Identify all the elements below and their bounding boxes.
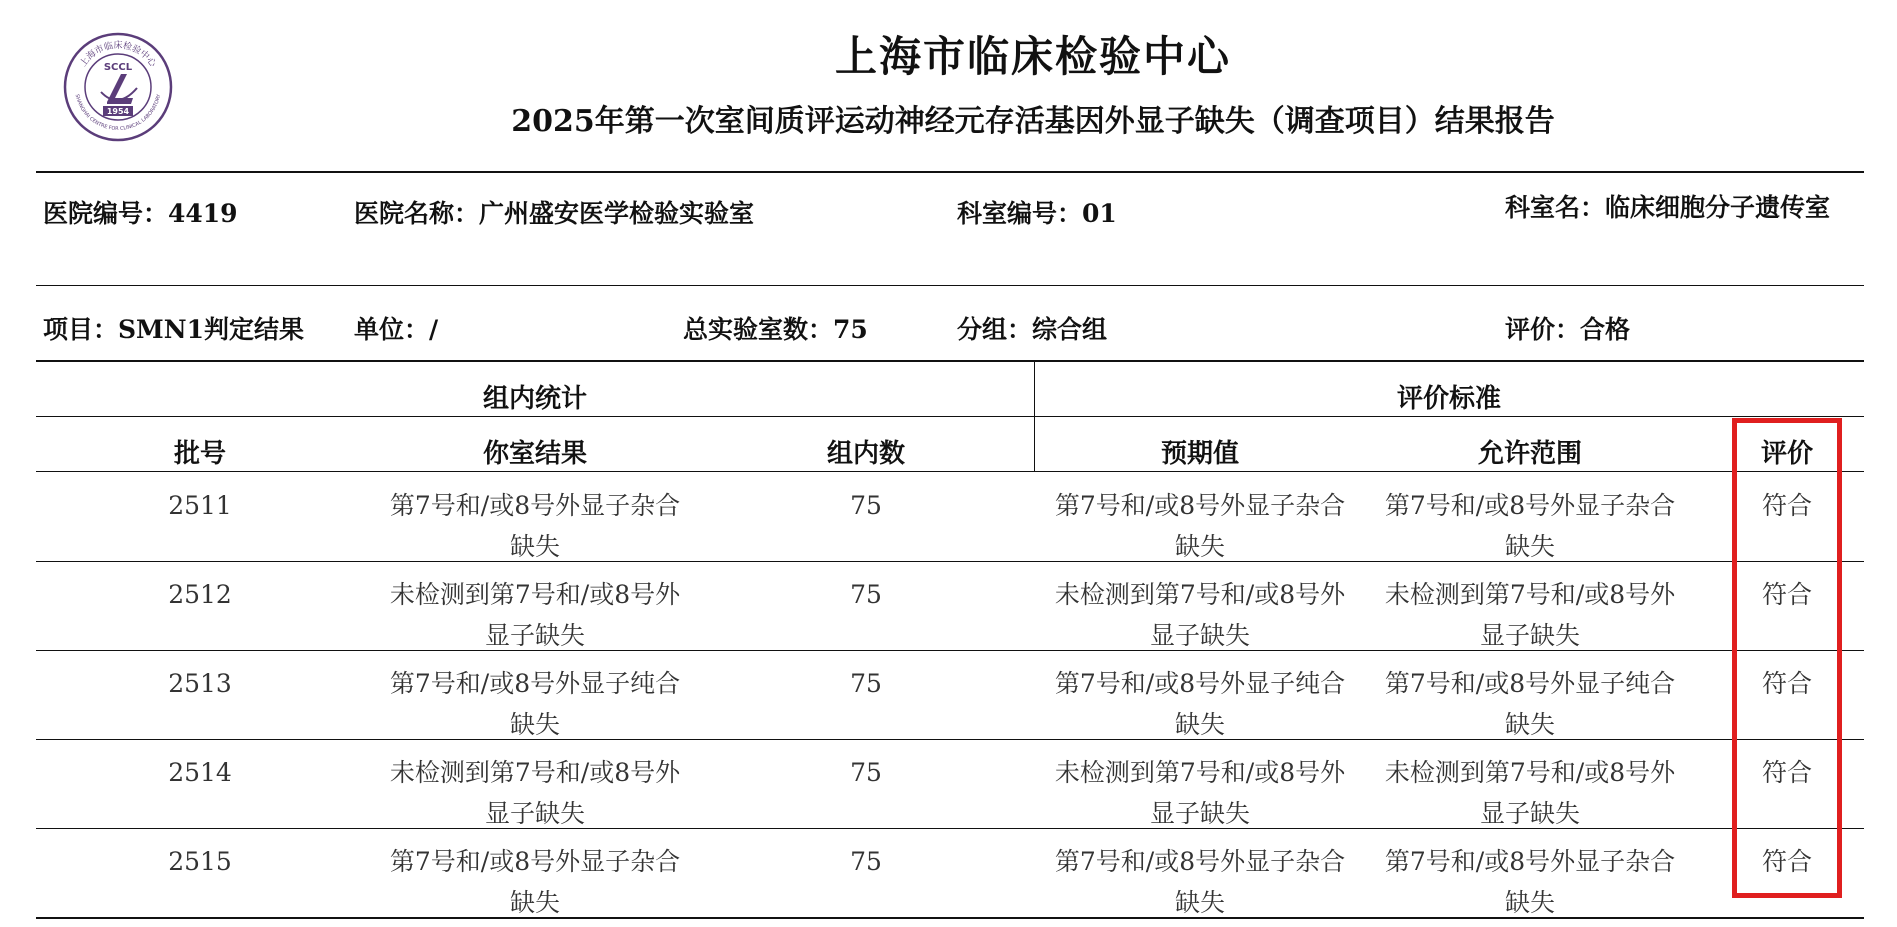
cell-result-line1: 第7号和/或8号外显子纯合 (389, 669, 681, 698)
cell-range-line2: 显子缺失 (1479, 621, 1580, 650)
row-divider (36, 561, 1864, 562)
cell-result-line2: 缺失 (509, 710, 560, 739)
cell-expected-line2: 显子缺失 (1149, 621, 1250, 650)
cell-expected-line1: 未检测到第7号和/或8号外 (1054, 758, 1346, 787)
cell-result-line1: 第7号和/或8号外显子杂合 (389, 847, 681, 876)
cell-result-line2: 显子缺失 (484, 799, 585, 828)
row-divider (36, 650, 1864, 651)
cell-eval: 符合 (1761, 580, 1812, 609)
logo-year: 1954 (106, 107, 130, 116)
cell-result-line2: 缺失 (509, 532, 560, 561)
cell-expected-line2: 显子缺失 (1149, 799, 1250, 828)
rule-bottom (36, 917, 1864, 919)
cell-result-line1: 第7号和/或8号外显子杂合 (389, 491, 681, 520)
logo-top-text: 上海市临床检验中心 (78, 41, 158, 69)
col-your-result: 你室结果 (482, 439, 587, 469)
cell-range-line2: 缺失 (1504, 532, 1555, 561)
overall-evaluation: 评价：合格 (1505, 315, 1631, 344)
report-title: 上海市临床检验中心 (834, 32, 1231, 81)
row-divider (36, 739, 1864, 740)
col-batch: 批号 (173, 439, 226, 469)
cell-batch: 2513 (168, 669, 232, 698)
unit: 单位：/ (354, 315, 439, 344)
logo-bottom-text: SHANGHAI CENTRE FOR CLINICAL LABORATORY (73, 93, 163, 133)
cell-result-line2: 显子缺失 (484, 621, 585, 650)
cell-batch: 2512 (168, 580, 232, 609)
logo-center-text: SCCL (103, 62, 133, 73)
cell-range-line1: 未检测到第7号和/或8号外 (1384, 758, 1676, 787)
rule-info-2 (36, 360, 1864, 362)
col-expected: 预期值 (1160, 439, 1239, 469)
dept-name: 科室名：临床细胞分子遗传室 (1505, 193, 1831, 222)
cell-count: 75 (850, 758, 882, 787)
rule-info-1 (36, 285, 1864, 286)
cell-expected-line2: 缺失 (1174, 532, 1225, 561)
report-subtitle: 2025年第一次室间质评运动神经元存活基因外显子缺失（调查项目）结果报告 (511, 104, 1555, 139)
total-labs: 总实验室数：75 (683, 315, 868, 344)
cell-eval: 符合 (1761, 491, 1812, 520)
row-divider (36, 828, 1864, 829)
cell-expected-line2: 缺失 (1174, 888, 1225, 917)
cell-result-line2: 缺失 (509, 888, 560, 917)
cell-expected-line1: 第7号和/或8号外显子杂合 (1054, 491, 1346, 520)
cell-expected-line2: 缺失 (1174, 710, 1225, 739)
cell-range-line2: 缺失 (1504, 710, 1555, 739)
rule-group-header (36, 416, 1864, 417)
cell-range-line1: 第7号和/或8号外显子纯合 (1384, 669, 1676, 698)
cell-result-line1: 未检测到第7号和/或8号外 (389, 580, 681, 609)
cell-batch: 2511 (168, 491, 232, 520)
col-group-count: 组内数 (826, 439, 905, 469)
group-header-criteria: 评价标准 (1396, 384, 1501, 414)
evaluation-column-highlight (1732, 418, 1842, 898)
cell-eval: 符合 (1761, 847, 1812, 876)
cell-eval: 符合 (1761, 758, 1812, 787)
cell-eval: 符合 (1761, 669, 1812, 698)
cell-range-line1: 第7号和/或8号外显子杂合 (1384, 847, 1676, 876)
cell-range-line2: 显子缺失 (1479, 799, 1580, 828)
col-allowed-range: 允许范围 (1477, 439, 1582, 469)
cell-count: 75 (850, 580, 882, 609)
rule-col-header (36, 471, 1864, 472)
col-evaluation: 评价 (1760, 439, 1813, 469)
group-header-stats: 组内统计 (482, 384, 587, 414)
cell-range-line1: 第7号和/或8号外显子杂合 (1384, 491, 1676, 520)
cell-count: 75 (850, 491, 882, 520)
cell-range-line1: 未检测到第7号和/或8号外 (1384, 580, 1676, 609)
cell-result-line1: 未检测到第7号和/或8号外 (389, 758, 681, 787)
group: 分组：综合组 (957, 315, 1108, 344)
cell-expected-line1: 第7号和/或8号外显子杂合 (1054, 847, 1346, 876)
cell-batch: 2515 (168, 847, 232, 876)
project: 项目：SMN1判定结果 (43, 315, 304, 344)
cell-expected-line1: 未检测到第7号和/或8号外 (1054, 580, 1346, 609)
rule-top (36, 171, 1864, 173)
cell-range-line2: 缺失 (1504, 888, 1555, 917)
cell-expected-line1: 第7号和/或8号外显子纯合 (1054, 669, 1346, 698)
hospital-id: 医院编号：4419 (43, 199, 238, 228)
cell-count: 75 (850, 847, 882, 876)
dept-id: 科室编号：01 (957, 199, 1117, 228)
cell-batch: 2514 (168, 758, 232, 787)
cell-count: 75 (850, 669, 882, 698)
hospital-name: 医院名称：广州盛安医学检验实验室 (354, 199, 755, 228)
